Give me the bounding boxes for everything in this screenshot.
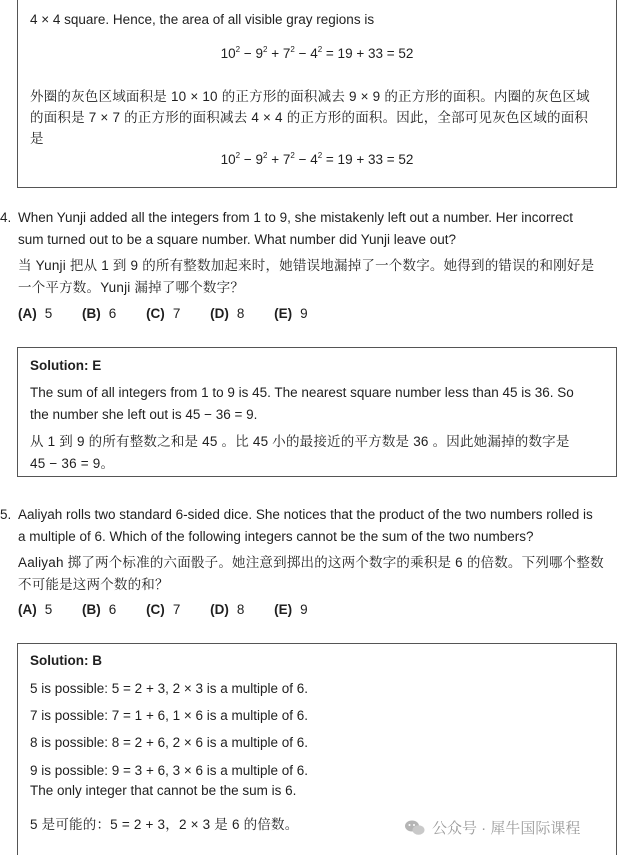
choice-e[interactable]: (E) 9 (274, 306, 308, 321)
choice-c[interactable]: (C) 7 (146, 306, 181, 321)
solution-text-line: 4 × 4 square. Hence, the area of all visible gray regions is (30, 12, 375, 27)
eq-term: = 19 + 33 = 52 (322, 46, 414, 61)
solution-box-q4 (17, 347, 617, 477)
solution-title: Solution: B (30, 653, 102, 668)
question-text: a multiple of 6. Which of the following integers cannot be the sum of the two numbers? (18, 529, 534, 544)
exponent: 2 (317, 151, 323, 160)
question-number: 5. (0, 507, 12, 522)
choice-a[interactable]: (A) 5 (18, 602, 53, 617)
question-number: 4. (0, 210, 12, 225)
eq-term: − 4 (294, 152, 318, 167)
eq-term: + 7 (267, 152, 291, 167)
choice-a[interactable]: (A) 5 (18, 306, 53, 321)
solution-text-line: 9 is possible: 9 = 3 + 6, 3 × 6 is a multiple of 6. (30, 763, 309, 778)
solution-cn-line: 外圈的灰色区域面积是 10 × 10 的正方形的面积减去 9 × 9 的正方形的面积。内圈的灰色区域 (30, 89, 590, 104)
solution-title: Solution: E (30, 358, 102, 373)
exponent: 2 (235, 151, 241, 160)
solution-cn-line: 是 (30, 131, 44, 146)
eq-term: = 19 + 33 = 52 (322, 152, 414, 167)
watermark-text: 公众号 · 犀牛国际课程 (432, 820, 581, 837)
solution-cn-line: 的面积是 7 × 7 的正方形的面积减去 4 × 4 的正方形的面积。因此，全部可见灰色区域的面积 (30, 110, 589, 125)
solution-cn-line: 45 − 36 = 9。 (30, 456, 115, 471)
watermark (404, 814, 631, 844)
area-equation (18, 150, 616, 170)
solution-text-line: 7 is possible: 7 = 1 + 6, 1 × 6 is a multiple of 6. (30, 708, 309, 723)
choice-c[interactable]: (C) 7 (146, 602, 181, 617)
previous-solution-box (17, 0, 617, 188)
question-text-cn: 当 Yunji 把从 1 到 9 的所有整数加起来时，她错误地漏掉了一个数字。她得到的错误的和刚好是 (18, 258, 595, 273)
area-equation (18, 44, 616, 64)
question-text-cn: Aaliyah 掷了两个标准的六面骰子。她注意到掷出的这两个数字的乘积是 6 的倍数。下列哪个整数 (18, 555, 604, 570)
solution-text-line: The sum of all integers from 1 to 9 is 45. The nearest square number less than 45 is 36. So (30, 385, 574, 400)
exponent: 2 (235, 45, 241, 54)
eq-term: − 4 (294, 46, 318, 61)
eq-term: − 9 (240, 46, 263, 61)
choice-e[interactable]: (E) 9 (274, 602, 308, 617)
choice-b[interactable]: (B) 6 (82, 306, 117, 321)
solution-cn-line: 5 是可能的：5 = 2 + 3，2 × 3 是 6 的倍数。 (30, 817, 299, 832)
question-text-cn: 不可能是这两个数的和？ (18, 577, 169, 592)
choice-d[interactable]: (D) 8 (210, 306, 245, 321)
exponent: 2 (317, 45, 323, 54)
question-text-cn: 一个平方数。Yunji 漏掉了哪个数字？ (18, 280, 245, 295)
eq-term: + 7 (267, 46, 291, 61)
question-text: When Yunji added all the integers from 1 to 9, she mistakenly left out a number. Her incorrect (18, 210, 574, 225)
eq-term: − 9 (240, 152, 263, 167)
solution-text-line: 5 is possible: 5 = 2 + 3, 2 × 3 is a multiple of 6. (30, 681, 309, 696)
answer-choices (18, 304, 334, 324)
choice-b[interactable]: (B) 6 (82, 602, 117, 617)
solution-text-line: 8 is possible: 8 = 2 + 6, 2 × 6 is a multiple of 6. (30, 735, 309, 750)
exponent: 2 (263, 45, 268, 54)
exponent: 2 (290, 151, 295, 160)
solution-text-line: The only integer that cannot be the sum is 6. (30, 783, 297, 798)
wechat-icon (404, 819, 426, 837)
eq-term: 10 (220, 152, 236, 167)
eq-term: 10 (220, 46, 236, 61)
exponent: 2 (290, 45, 295, 54)
answer-choices (18, 600, 334, 620)
solution-cn-line: 从 1 到 9 的所有整数之和是 45 。比 45 小的最接近的平方数是 36 。因此她漏掉的数字是 (30, 434, 570, 449)
choice-d[interactable]: (D) 8 (210, 602, 245, 617)
question-text: sum turned out to be a square number. What number did Yunji leave out? (18, 232, 457, 247)
question-text: Aaliyah rolls two standard 6-sided dice. She notices that the product of the two numbers rolled is (18, 507, 593, 522)
exponent: 2 (263, 151, 268, 160)
solution-text-line: the number she left out is 45 − 36 = 9. (30, 407, 258, 422)
